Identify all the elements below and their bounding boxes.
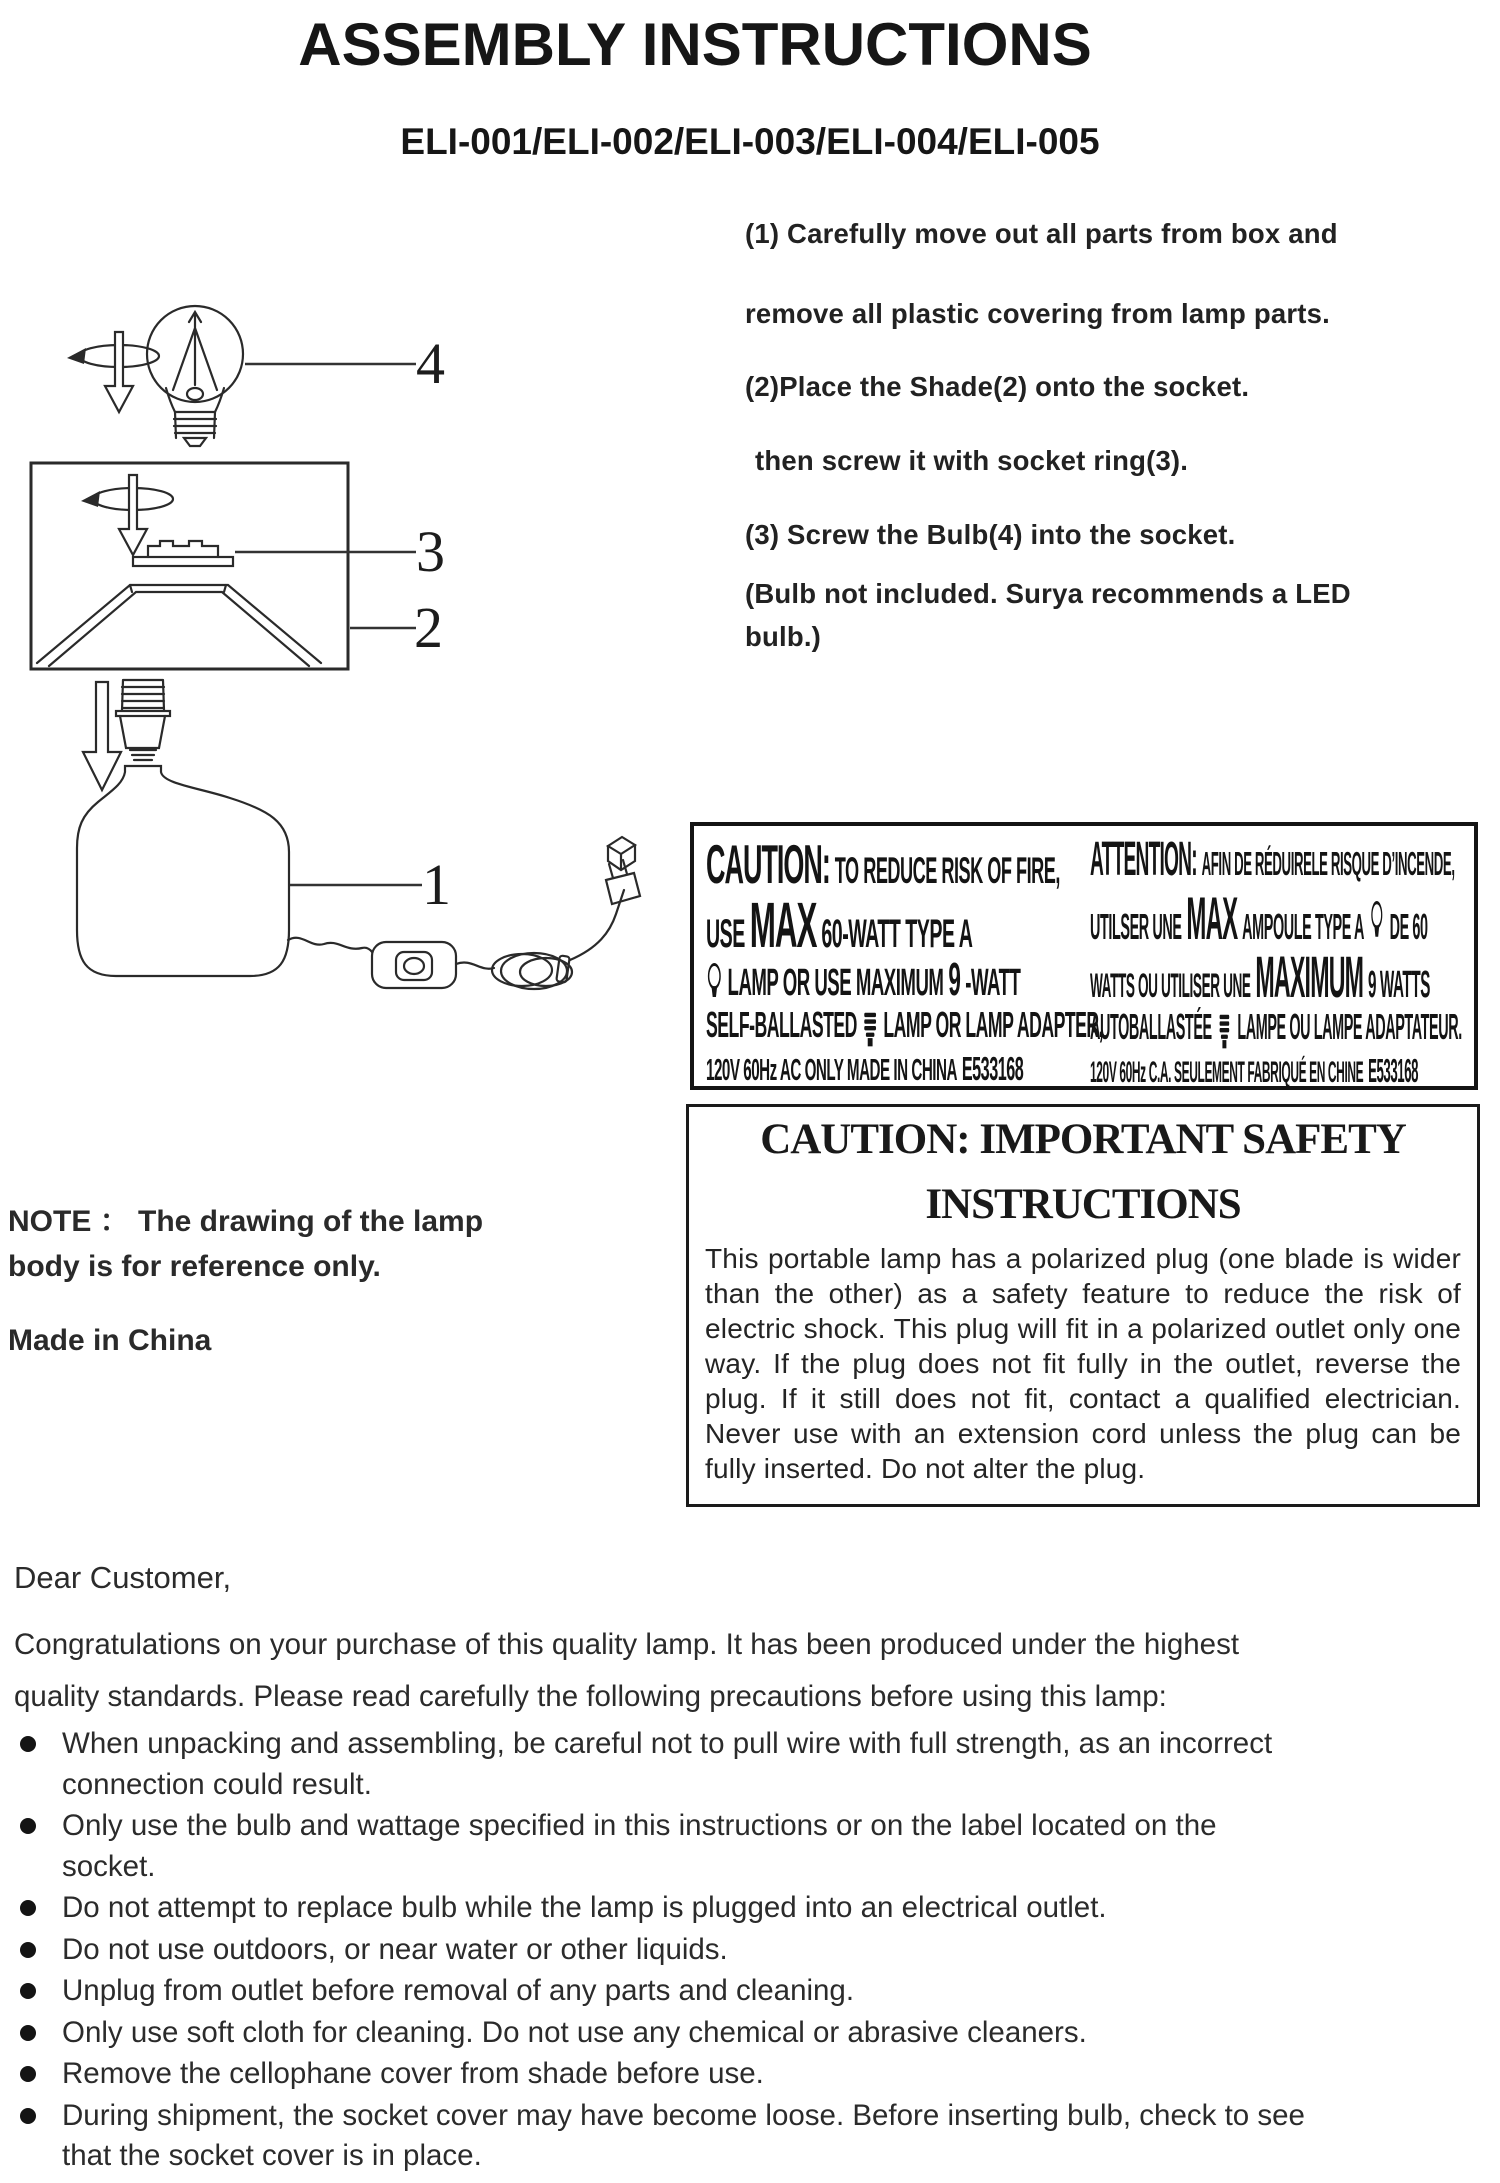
part-label-lamp-body: 1 xyxy=(422,852,451,917)
bullet-dot xyxy=(20,1736,36,1752)
down-arrow-icon xyxy=(83,682,121,790)
step-line: bulb.) xyxy=(745,621,822,652)
list-item: Unplug from outlet before removal of any parts and cleaning. xyxy=(20,1971,1495,2012)
step-line: (3) Screw the Bulb(4) into the socket. xyxy=(745,519,1236,550)
list-item: Only use the bulb and wattage specified in this instructions or on the label located on the socket. xyxy=(20,1806,1495,1887)
list-item: When unpacking and assembling, be careful not to pull wire with full strength, as an incorrect connection could result. xyxy=(20,1724,1495,1805)
bullet-dot xyxy=(20,1942,36,1958)
made-in-china-label: Made in China xyxy=(8,1324,212,1357)
step-line: remove all plastic covering from lamp parts. xyxy=(745,298,1330,329)
customer-intro-line: Congratulations on your purchase of this quality lamp. It has been produced under the highest xyxy=(14,1628,1240,1661)
list-item: During shipment, the socket cover may have become loose. Before inserting bulb, check to see that the socket cover is in place. xyxy=(20,2096,1495,2177)
important-safety-box xyxy=(686,1104,1480,1507)
caution-heading: CAUTION: xyxy=(706,833,830,895)
part-label-shade: 2 xyxy=(414,595,443,660)
bullet-dot xyxy=(20,1983,36,1999)
part-label-socket-ring: 3 xyxy=(416,519,445,584)
note-line: body is for reference only. xyxy=(8,1250,381,1283)
caution-rating-label xyxy=(690,822,1478,1090)
caution-label-french: ATTENTION: AFIN DE RÉDUIRELE RISQUE D’INCENDE, UTILSER UNE MAX AMPOULE TYPE A DE 60 WATTS OU UTILISER UNE MAXIMUM 9 WATTS AUTOBALLASTÉE LAMPE OU LAMPE ADAPTATEUR. 120V 60Hz C.A. SEULEMENT FABRIQUÉ EN CHINE E533168 xyxy=(1090,833,1462,1089)
bulb-drawing xyxy=(147,306,243,446)
bulb-icon xyxy=(706,962,723,1002)
assembly-diagram xyxy=(10,280,660,1025)
step-line: (2)Place the Shade(2) onto the socket. xyxy=(745,371,1250,402)
step-line: (1) Carefully move out all parts from box and xyxy=(745,218,1338,249)
bullet-dot xyxy=(20,1900,36,1916)
cfl-spiral-icon xyxy=(1217,1012,1233,1050)
list-item: Remove the cellophane cover from shade before use. xyxy=(20,2054,1495,2095)
ul-file-number: E533168 xyxy=(1368,1052,1419,1089)
note-line: NOTE ： The drawing of the lamp xyxy=(8,1205,484,1238)
customer-intro-line: quality standards. Please read carefully the following precautions before using this lamp: xyxy=(14,1680,1167,1713)
bulb-icon xyxy=(1369,900,1385,942)
customer-greeting: Dear Customer, xyxy=(14,1560,232,1595)
ul-file-number: E533168 xyxy=(961,1050,1024,1087)
model-numbers: ELI-001/ELI-002/ELI-003/ELI-004/ELI-005 xyxy=(400,121,1100,162)
bullet-dot xyxy=(20,1818,36,1834)
attention-heading: ATTENTION: xyxy=(1090,833,1197,886)
part-label-bulb: 4 xyxy=(416,331,445,396)
cord-and-plug-drawing xyxy=(288,837,640,989)
bullet-dot xyxy=(20,2108,36,2124)
step-line: then screw it with socket ring(3). xyxy=(755,445,1189,476)
screw-rotation-arrow-icon xyxy=(67,332,159,412)
safety-box-body: This portable lamp has a polarized plug (one blade is wider than the other) as a safety feature to reduce the risk of electric shock. This plug will fit in a polarized outlet only one way. If the plug does not fit fully in the outlet, reverse the plug. If it still does not fit, contact a qualified electrician. Never use with an extension cord unless the plug can be fully inserted. Do not alter the plug. xyxy=(705,1243,1461,1484)
precautions-list xyxy=(20,1724,1495,2178)
cfl-spiral-icon xyxy=(862,1010,879,1048)
list-item: Do not attempt to replace bulb while the lamp is plugged into an electrical outlet. xyxy=(20,1888,1495,1929)
caution-label-english: CAUTION: TO REDUCE RISK OF FIRE, USE MAX 60-WATT TYPE A LAMP OR USE MAXIMUM 9 -WATT SELF-BALLASTED LAMP OR LAMP ADAPTER, 120V 60Hz AC ONLY MADE IN CHINA E533168 xyxy=(706,833,1104,1087)
step-line: (Bulb not included. Surya recommends a LED xyxy=(745,578,1351,609)
socket-ring-drawing xyxy=(133,541,233,566)
list-item: Only use soft cloth for cleaning. Do not use any chemical or abrasive cleaners. xyxy=(20,2013,1495,2054)
safety-box-title-line1: CAUTION: IMPORTANT SAFETY xyxy=(760,1116,1406,1163)
safety-box-title-line2: INSTRUCTIONS xyxy=(925,1181,1241,1228)
bullet-dot xyxy=(20,2025,36,2041)
page-title: ASSEMBLY INSTRUCTIONS xyxy=(298,11,1092,78)
list-item: Do not use outdoors, or near water or other liquids. xyxy=(20,1930,1495,1971)
bullet-dot xyxy=(20,2066,36,2082)
